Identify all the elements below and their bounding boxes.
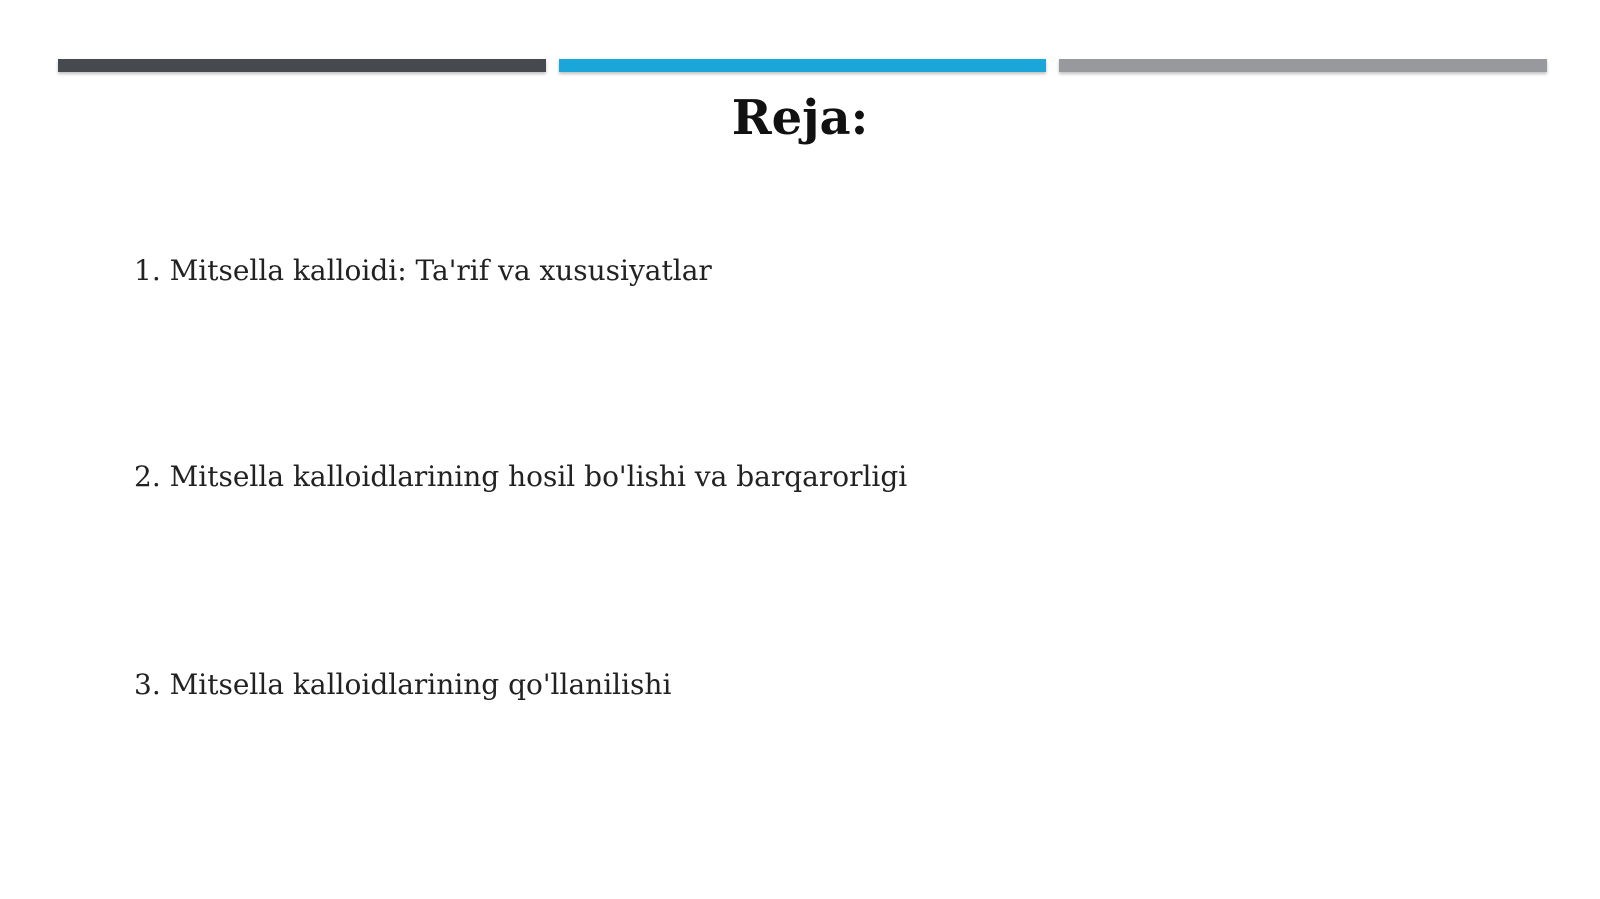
plan-item-3: 3. Mitsella kalloidlarining qo'llanilishi bbox=[134, 668, 672, 701]
plan-item-2: 2. Mitsella kalloidlarining hosil bo'lishi va barqarorligi bbox=[134, 460, 908, 493]
plan-item-1: 1. Mitsella kalloidi: Ta'rif va xususiyatlar bbox=[134, 254, 712, 287]
accent-bar-gray bbox=[1059, 59, 1547, 72]
slide-title: Reja: bbox=[731, 90, 869, 146]
accent-bar-blue bbox=[559, 59, 1046, 72]
accent-bar-dark bbox=[58, 59, 546, 72]
